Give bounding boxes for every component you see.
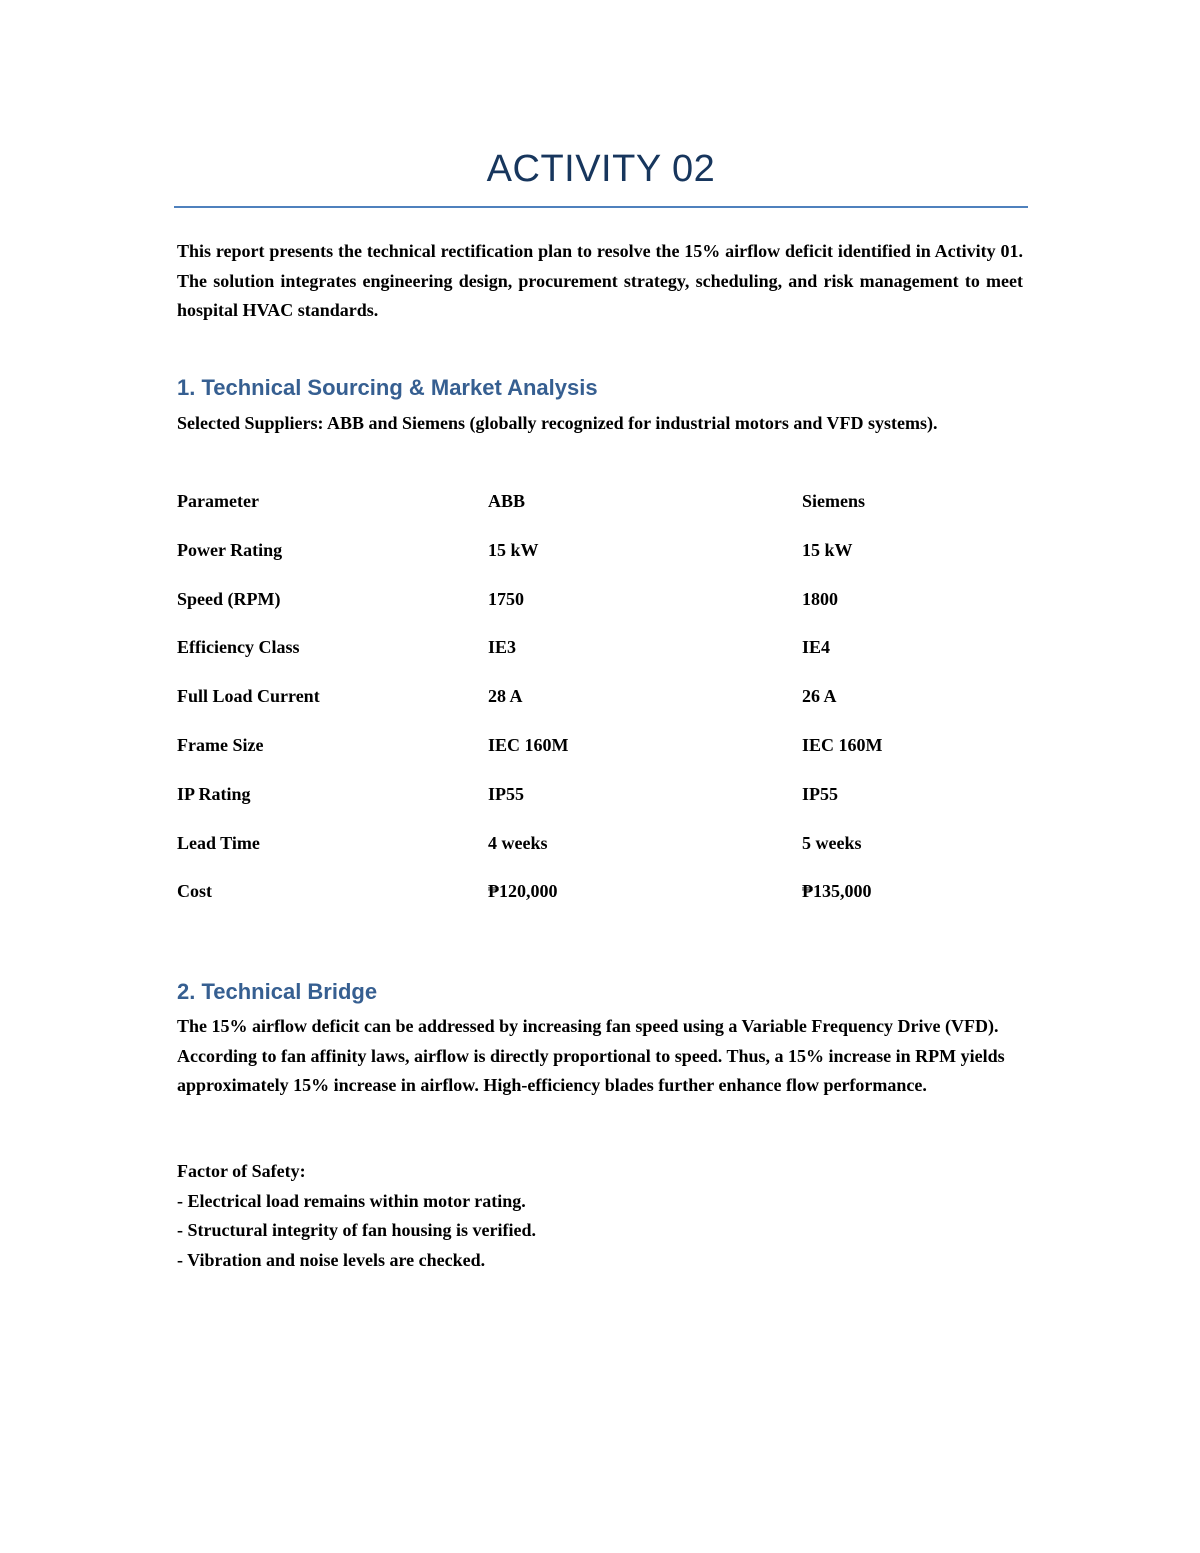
- table-row: [177, 682, 1027, 731]
- list-item: - Structural integrity of fan housing is verified.: [177, 1220, 536, 1240]
- table-cell: 4 weeks: [488, 832, 548, 853]
- table-cell: 5 weeks: [802, 832, 862, 853]
- table-cell: IEC 160M: [802, 734, 883, 755]
- table-cell: IE3: [488, 637, 517, 658]
- table-cell: ₱135,000: [802, 881, 872, 902]
- table-cell: 15 kW: [802, 539, 853, 560]
- supplier-comparison-table: [177, 487, 1027, 926]
- table-cell: IEC 160M: [488, 734, 569, 755]
- table-cell: ₱120,000: [488, 881, 558, 902]
- section-heading-sourcing: 1. Technical Sourcing & Market Analysis: [177, 375, 598, 400]
- table-cell: IP Rating: [177, 783, 251, 804]
- header-cell-abb: ABB: [488, 491, 526, 511]
- table-cell: IP55: [802, 783, 838, 804]
- header-cell-siemens: Siemens: [802, 491, 865, 511]
- table-cell: 1750: [488, 588, 524, 609]
- table-cell: Efficiency Class: [177, 637, 300, 658]
- header-cell-parameter: Parameter: [177, 491, 259, 511]
- table-cell: 15 kW: [488, 539, 539, 560]
- technical-bridge-paragraph: The 15% airflow deficit can be addressed by increasing fan speed using a Variable Frequency Drive (VFD). According to fan affinity laws, airflow is directly proportional to speed. Thus, a 15% increase in RPM yields approximately 15% increase in airflow. High-efficiency blades further enhance flow performance.: [177, 1016, 1005, 1095]
- table-row: [177, 633, 1027, 682]
- table-cell: IE4: [802, 637, 831, 658]
- table-row: [177, 536, 1027, 585]
- table-cell: IP55: [488, 783, 524, 804]
- factor-of-safety-list: [177, 1157, 1023, 1275]
- table-cell: Lead Time: [177, 832, 260, 853]
- table-cell: Power Rating: [177, 539, 283, 560]
- table-row: [177, 731, 1027, 780]
- table-cell: Full Load Current: [177, 686, 320, 707]
- intro-paragraph: This report presents the technical rectification plan to resolve the 15% airflow deficit identified in Activity 01. The solution integrates engineering design, procurement strategy, scheduling, and risk management to meet hospital HVAC standards.: [177, 241, 1023, 320]
- table-row: [177, 877, 1027, 926]
- list-item: - Electrical load remains within motor rating.: [177, 1190, 526, 1211]
- table-row: [177, 780, 1027, 829]
- list-item: - Vibration and noise levels are checked.: [177, 1249, 486, 1270]
- table-cell: 28 A: [488, 686, 523, 707]
- page-title: ACTIVITY 02: [486, 148, 716, 190]
- section-heading-technical-bridge: 2. Technical Bridge: [177, 979, 378, 1004]
- table-cell: Speed (RPM): [177, 588, 281, 609]
- table-row: [177, 829, 1027, 878]
- suppliers-paragraph: Selected Suppliers: ABB and Siemens (globally recognized for industrial motors and VFD systems).: [177, 413, 938, 433]
- factor-of-safety-title: Factor of Safety:: [177, 1161, 306, 1181]
- table-header-row: [177, 487, 1027, 536]
- table-cell: 1800: [802, 588, 838, 609]
- table-cell: Frame Size: [177, 734, 264, 755]
- table-cell: Cost: [177, 881, 212, 902]
- table-cell: 26 A: [802, 686, 837, 707]
- title-underline: [174, 206, 1028, 208]
- table-row: [177, 585, 1027, 634]
